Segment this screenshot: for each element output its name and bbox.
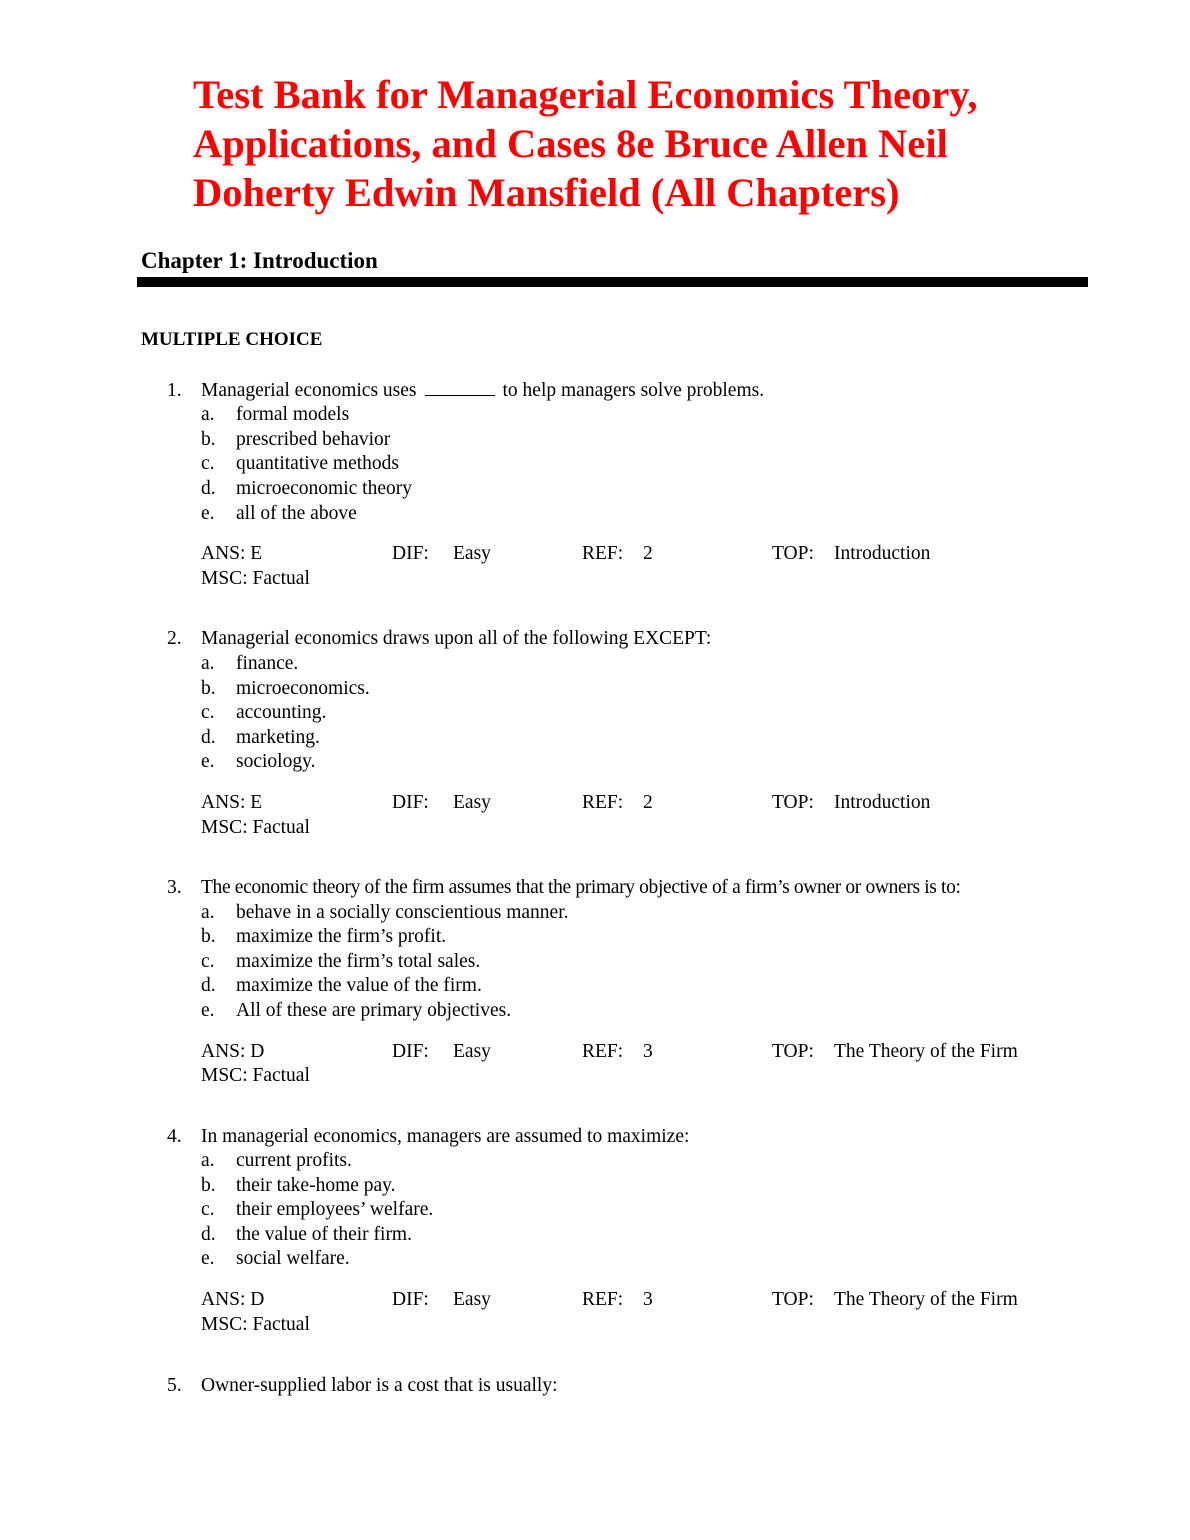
option-letter: b. — [201, 429, 216, 450]
option-letter: b. — [201, 926, 216, 947]
option-text: their take-home pay. — [236, 1175, 396, 1196]
option-letter: a. — [201, 653, 215, 674]
option-letter: a. — [201, 404, 215, 425]
question-stem: In managerial economics, managers are assumed to maximize: — [201, 1126, 690, 1147]
reference-label: REF: — [582, 1041, 624, 1062]
reference-label: REF: — [582, 1289, 624, 1310]
reference-value: 2 — [643, 792, 653, 813]
question-stem: Managerial economics draws upon all of the following EXCEPT: — [201, 628, 712, 649]
option-text: marketing. — [236, 727, 320, 748]
topic-label: TOP: — [772, 792, 814, 813]
option-letter: e. — [201, 1000, 215, 1021]
option-letter: e. — [201, 503, 215, 524]
option-text: accounting. — [236, 702, 327, 723]
question-stem: The economic theory of the firm assumes that the primary objective of a firm’s owner or owners is to: — [201, 877, 961, 898]
question-number: 3. — [167, 877, 182, 898]
answer-key: ANS: E — [201, 792, 263, 813]
section-heading: MULTIPLE CHOICE — [141, 329, 323, 350]
option-letter: b. — [201, 678, 216, 699]
answer-key: ANS: E — [201, 543, 263, 564]
fill-in-blank — [425, 381, 495, 396]
document-title — [193, 70, 1093, 217]
reference-label: REF: — [582, 543, 624, 564]
option-text: maximize the value of the firm. — [236, 975, 482, 996]
difficulty-value: Easy — [453, 543, 491, 564]
question-number: 2. — [167, 628, 182, 649]
option-letter: d. — [201, 975, 216, 996]
topic-value: Introduction — [834, 543, 931, 564]
difficulty-label: DIF: — [392, 1041, 429, 1062]
difficulty-value: Easy — [453, 1289, 491, 1310]
option-text: maximize the firm’s total sales. — [236, 951, 481, 972]
question-stem: Owner-supplied labor is a cost that is usually: — [201, 1375, 558, 1396]
topic-label: TOP: — [772, 1289, 814, 1310]
option-text: maximize the firm’s profit. — [236, 926, 447, 947]
title-line: Test Bank for Managerial Economics Theory, — [193, 72, 978, 117]
difficulty-value: Easy — [453, 1041, 491, 1062]
option-text: formal models — [236, 404, 350, 425]
option-text: prescribed behavior — [236, 429, 391, 450]
question-stem — [201, 378, 764, 403]
option-text: All of these are primary objectives. — [236, 1000, 512, 1021]
option-text: finance. — [236, 653, 299, 674]
option-letter: a. — [201, 1150, 215, 1171]
reference-value: 3 — [643, 1041, 653, 1062]
difficulty-label: DIF: — [392, 792, 429, 813]
option-letter: c. — [201, 702, 215, 723]
title-line: Doherty Edwin Mansfield (All Chapters) — [193, 170, 900, 215]
chapter-heading: Chapter 1: Introduction — [141, 248, 378, 273]
question-number: 5. — [167, 1375, 182, 1396]
question-stem-after-blank: to help managers solve problems. — [502, 380, 765, 401]
option-letter: b. — [201, 1175, 216, 1196]
chapter-rule-divider — [137, 277, 1088, 287]
option-letter: e. — [201, 1248, 215, 1269]
difficulty-value: Easy — [453, 792, 491, 813]
option-letter: c. — [201, 1199, 215, 1220]
answer-key: ANS: D — [201, 1289, 265, 1310]
option-text: current profits. — [236, 1150, 352, 1171]
difficulty-label: DIF: — [392, 543, 429, 564]
topic-value: The Theory of the Firm — [834, 1289, 1018, 1310]
option-text: microeconomic theory — [236, 478, 412, 499]
option-text: quantitative methods — [236, 453, 400, 474]
topic-value: The Theory of the Firm — [834, 1041, 1018, 1062]
option-text: their employees’ welfare. — [236, 1199, 434, 1220]
msc-value: MSC: Factual — [201, 1314, 310, 1335]
question-number: 4. — [167, 1126, 182, 1147]
option-letter: d. — [201, 478, 216, 499]
option-text: behave in a socially conscientious manner. — [236, 902, 569, 923]
reference-value: 3 — [643, 1289, 653, 1310]
option-letter: d. — [201, 727, 216, 748]
option-letter: c. — [201, 951, 215, 972]
msc-value: MSC: Factual — [201, 568, 310, 589]
option-letter: c. — [201, 453, 215, 474]
option-text: microeconomics. — [236, 678, 370, 699]
topic-label: TOP: — [772, 543, 814, 564]
option-letter: e. — [201, 751, 215, 772]
option-text: sociology. — [236, 751, 316, 772]
reference-label: REF: — [582, 792, 624, 813]
topic-value: Introduction — [834, 792, 931, 813]
answer-key: ANS: D — [201, 1041, 265, 1062]
title-line: Applications, and Cases 8e Bruce Allen Neil — [193, 121, 948, 166]
reference-value: 2 — [643, 543, 653, 564]
topic-label: TOP: — [772, 1041, 814, 1062]
question-number: 1. — [167, 380, 182, 401]
option-text: all of the above — [236, 503, 357, 524]
option-letter: d. — [201, 1224, 216, 1245]
msc-value: MSC: Factual — [201, 817, 310, 838]
difficulty-label: DIF: — [392, 1289, 429, 1310]
option-letter: a. — [201, 902, 215, 923]
msc-value: MSC: Factual — [201, 1065, 310, 1086]
question-stem-before-blank: Managerial economics uses — [201, 380, 417, 401]
option-text: social welfare. — [236, 1248, 350, 1269]
option-text: the value of their firm. — [236, 1224, 412, 1245]
